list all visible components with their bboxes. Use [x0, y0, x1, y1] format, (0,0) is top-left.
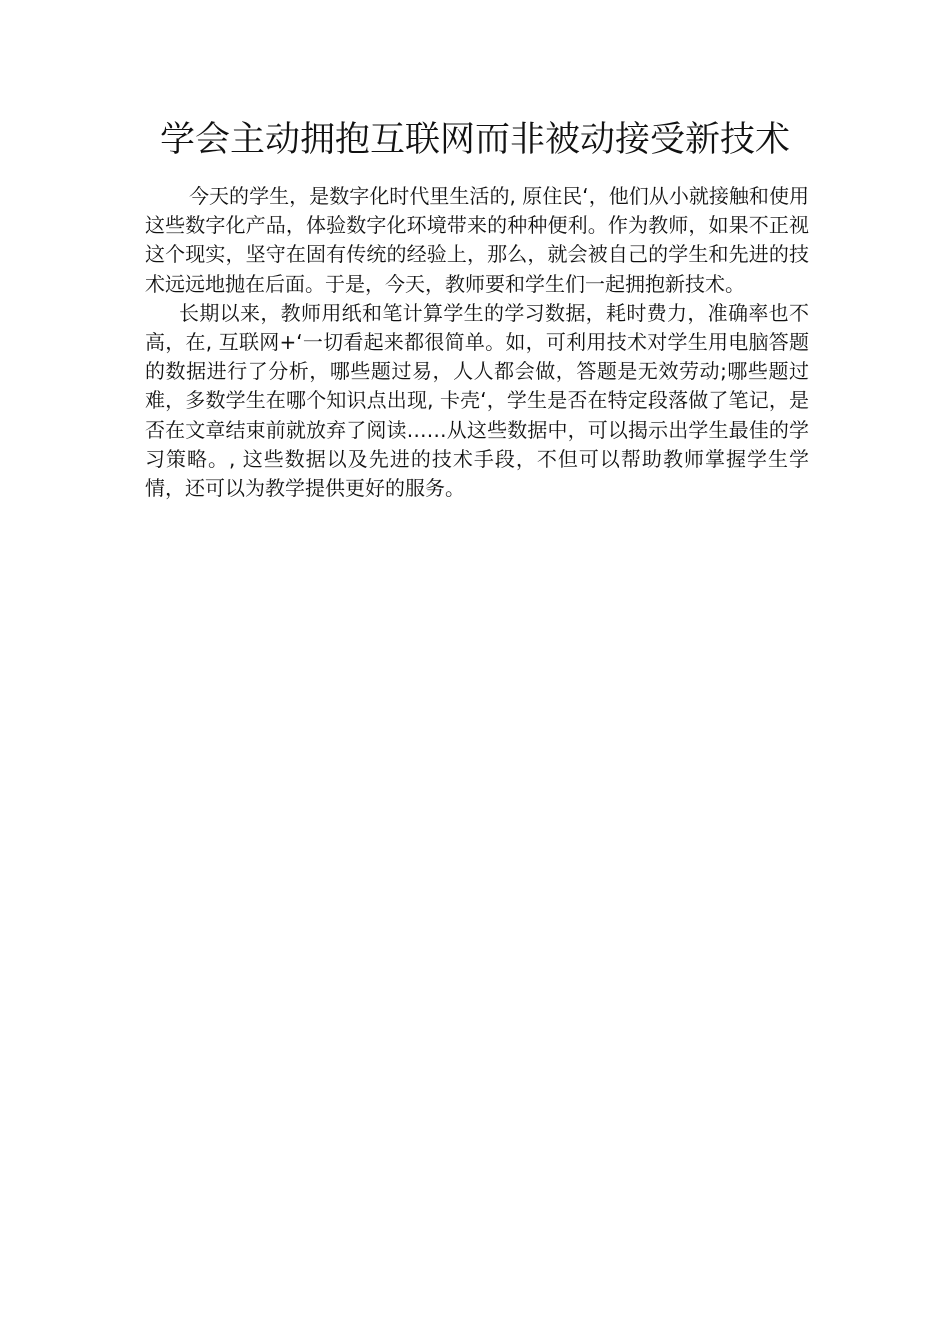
paragraph-2: 长期以来，教师用纸和笔计算学生的学习数据，耗时费力，准确率也不高，在, 互联网+‘一切看起来都很简单。如，可利用技术对学生用电脑答题的数据进行了分析，哪些题过易，人人都会做，答题是无效劳动;哪些题过难，多数学生在哪个知识点出现, 卡壳‘，学生是否在特定段落做了笔记，是否在文章结束前就放弃了阅读……从这些数据中，可以揭示出学生最佳的学习策略。, 这些数据以及先进的技术手段，不但可以帮助教师掌握学生学情，还可以为教学提供更好的服务。 [145, 300, 809, 501]
paragraph-1: 今天的学生，是数字化时代里生活的, 原住民‘，他们从小就接触和使用这些数字化产品，体验数字化环境带来的种种便利。作为教师，如果不正视这个现实，坚守在固有传统的经验上，那么，就会被自己的学生和先进的技术远远地抛在后面。于是，今天，教师要和学生们一起拥抱新技术。 [145, 184, 809, 296]
document-title: 学会主动拥抱互联网而非被动接受新技术 [159, 120, 790, 160]
document-body [145, 182, 809, 503]
